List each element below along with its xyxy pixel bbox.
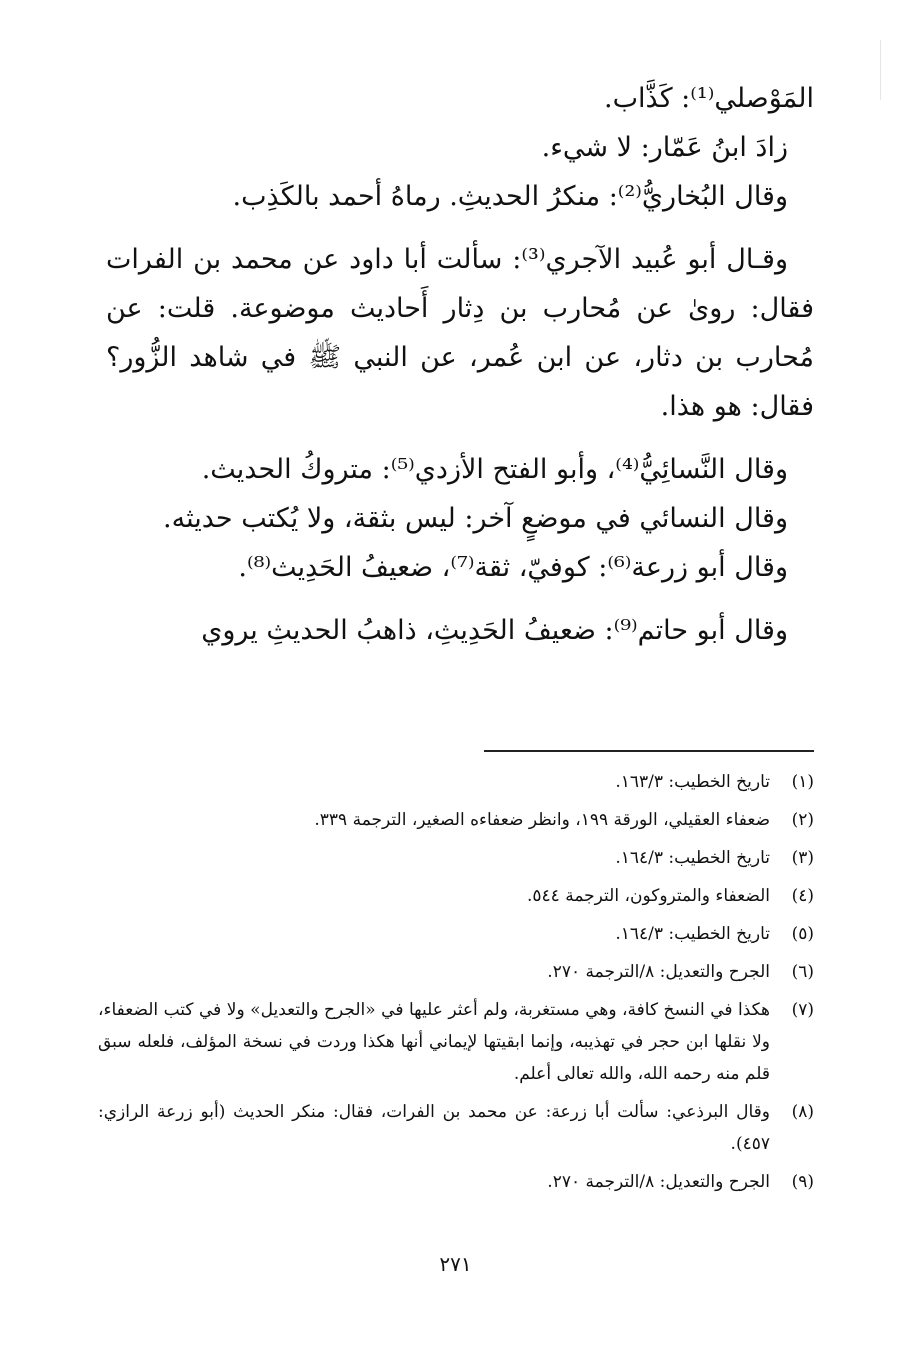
footnote-number: (٢): [791, 810, 814, 830]
body-paragraph-7: وقال أبو زرعة⁽⁶⁾: كوفيّ، ثقة⁽⁷⁾، ضعيفُ الحَدِيث⁽⁸⁾.: [238, 552, 788, 583]
footnote-text: تاريخ الخطيب: ١٦٣/٣.: [615, 772, 770, 792]
footnote-4: [98, 880, 814, 912]
footnote-text: وقال البرذعي: سألت أبا زرعة: عن محمد بن الفرات، فقال: منكر الحديث (أبو زرعة الرازي: ٤٥٧).: [98, 1102, 770, 1154]
body-paragraph-6: وقال النسائي في موضعٍ آخر: ليس بثقة، ولا يُكتب حديثه.: [163, 503, 788, 534]
footnote-3: [98, 842, 814, 874]
footnotes: [98, 766, 814, 1204]
page-edge-mark: [880, 40, 881, 100]
body-paragraph-1: المَوْصلي⁽¹⁾: كَذَّاب.: [604, 83, 814, 114]
footnote-2: [98, 804, 814, 836]
footnote-text: الجرح والتعديل: ٨/الترجمة ٢٧٠.: [547, 1172, 770, 1192]
footnote-6: [98, 956, 814, 988]
footnote-number: (٩): [791, 1172, 814, 1192]
footnote-text: هكذا في النسخ كافة، وهي مستغربة، ولم أعثر عليها في «الجرح والتعديل» ولا في كتب الضعفاء، ولا نقلها ابن حجر في تهذيبه، وإنما ابقيتها لإيماني أنها هكذا وردت في نسخة المؤلف، فلعله سبق قلم منه رحمه الله، والله تعالى أعلم.: [98, 1000, 770, 1084]
footnote-text: تاريخ الخطيب: ١٦٤/٣.: [615, 848, 770, 868]
footnote-9: [98, 1166, 814, 1198]
body-paragraph-8: وقال أبو حاتم⁽⁹⁾: ضعيفُ الحَدِيثِ، ذاهبُ الحديثِ يروي: [201, 615, 788, 646]
footnote-number: (٨): [791, 1102, 814, 1122]
body-paragraph-5: وقال النَّسائِيُّ⁽⁴⁾، وأبو الفتح الأزدي⁽⁵⁾: متروكُ الحديث.: [201, 454, 788, 485]
footnote-number: (٣): [791, 848, 814, 868]
page-number: ٢٧١: [439, 1252, 472, 1276]
footnote-5: [98, 918, 814, 950]
main-text: [106, 74, 814, 655]
footnote-1: [98, 766, 814, 798]
body-paragraph-2: زادَ ابنُ عَمّار: لا شيء.: [541, 132, 788, 163]
footnote-number: (٧): [791, 1000, 814, 1020]
footnote-number: (١): [791, 772, 814, 792]
footnote-text: الضعفاء والمتروكون، الترجمة ٥٤٤.: [526, 886, 770, 906]
footnote-divider: [484, 750, 814, 752]
footnote-text: الجرح والتعديل: ٨/الترجمة ٢٧٠.: [547, 962, 770, 982]
footnote-text: تاريخ الخطيب: ١٦٤/٣.: [615, 924, 770, 944]
footnote-number: (٦): [791, 962, 814, 982]
footnote-number: (٥): [791, 924, 814, 944]
footnote-8: [98, 1096, 814, 1160]
footnote-text: ضعفاء العقيلي، الورقة ١٩٩، وانظر ضعفاءه الصغير، الترجمة ٣٣٩.: [314, 810, 770, 830]
footnote-number: (٤): [791, 886, 814, 906]
body-paragraph-4: وقـال أبو عُبيد الآجري⁽³⁾: سألت أبا داود عن محمد بن الفرات فقال: روىٰ عن مُحارب بن دِثار أَحاديث موضوعة. قلت: عن مُحارب بن دثار، عن ابن عُمر، عن النبي ﷺ في شاهد الزُّور؟ فقال: هو هذا.: [106, 244, 814, 422]
footnote-7: [98, 994, 814, 1090]
body-paragraph-3: وقال البُخاريُّ⁽²⁾: منكرُ الحديثِ. رماهُ أحمد بالكَذِب.: [232, 181, 788, 212]
